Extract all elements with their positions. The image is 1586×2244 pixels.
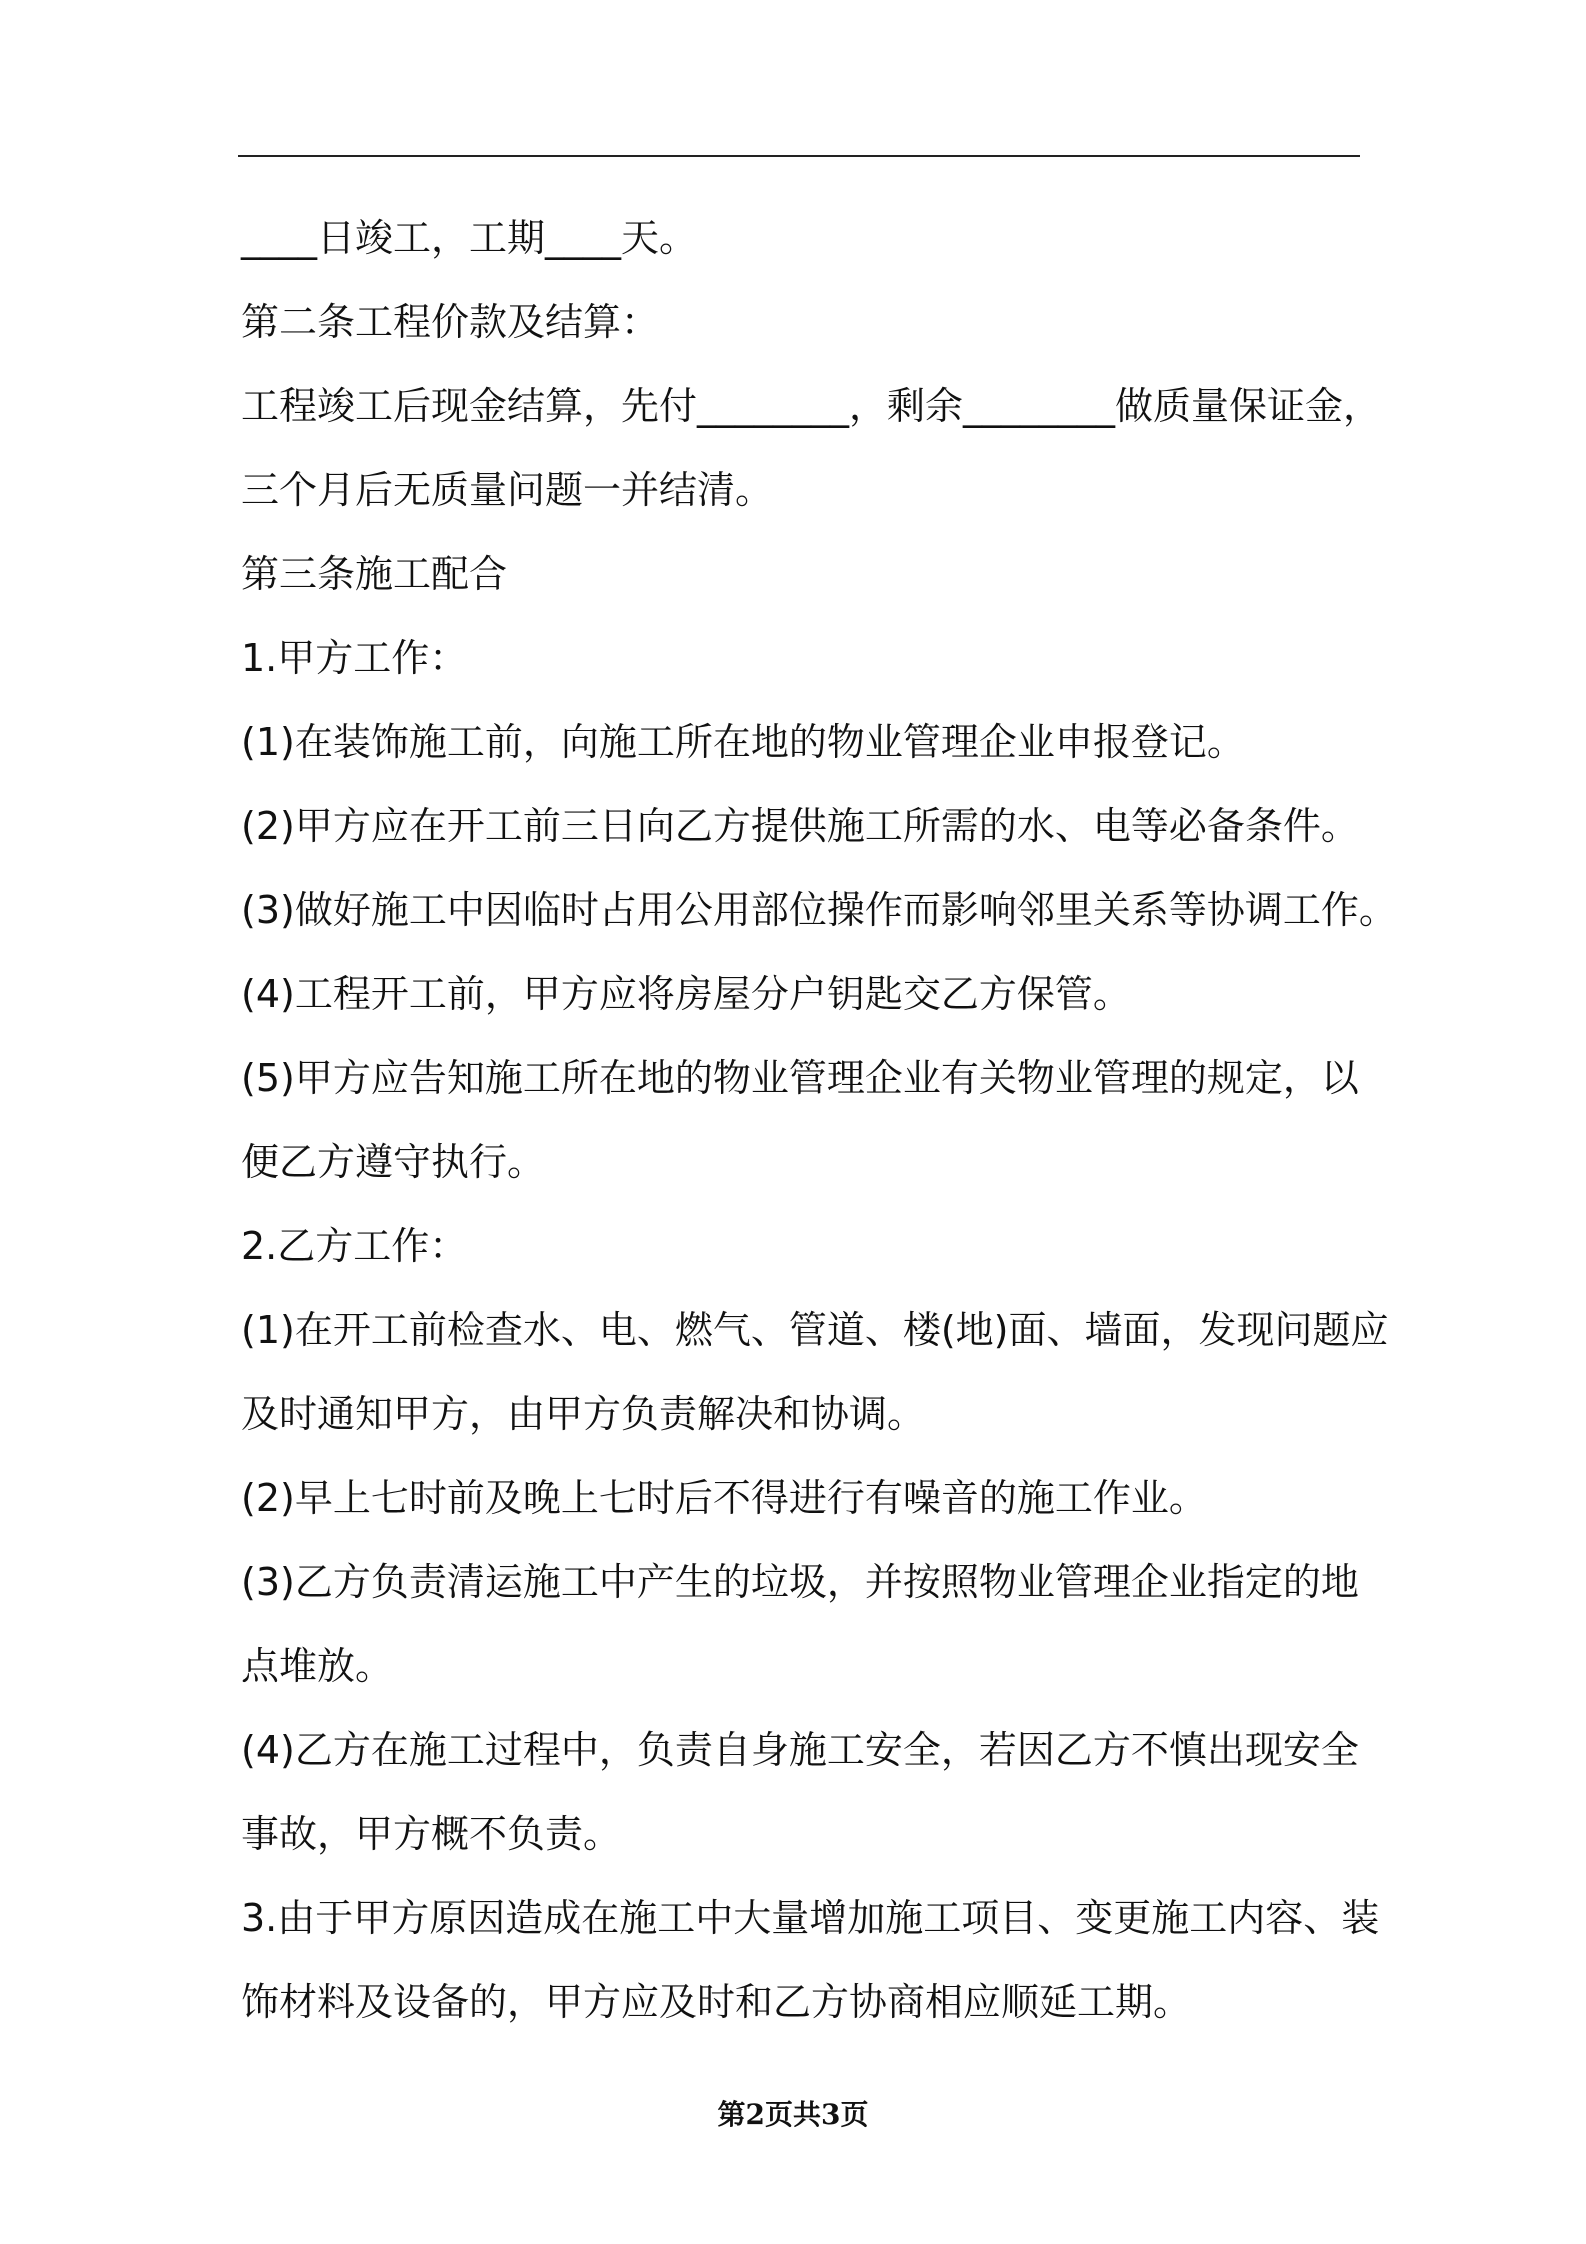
- text-line: (3)乙方负责清运施工中产生的垃圾，并按照物业管理企业指定的地: [241, 1560, 1359, 1604]
- document-body: [241, 196, 1397, 2044]
- text-line: (5)甲方应告知施工所在地的物业管理企业有关物业管理的规定，以: [241, 1056, 1359, 1100]
- text-line: (2)甲方应在开工前三日向乙方提供施工所需的水、电等必备条件。: [241, 804, 1359, 848]
- text-line: (1)在开工前检查水、电、燃气、管道、楼(地)面、墙面，发现问题应: [241, 1308, 1389, 1352]
- text-line: (4)乙方在施工过程中，负责自身施工安全，若因乙方不慎出现安全: [241, 1728, 1359, 1772]
- text-line: (4)工程开工前，甲方应将房屋分户钥匙交乙方保管。: [241, 972, 1131, 1016]
- text-line: 3.由于甲方原因造成在施工中大量增加施工项目、变更施工内容、装: [241, 1896, 1380, 1940]
- header-rule: [238, 155, 1360, 157]
- text-line: 工程竣工后现金结算，先付________，剩余________做质量保证金，: [241, 384, 1382, 428]
- section-heading: 第三条施工配合: [241, 552, 508, 596]
- text-line: 饰材料及设备的，甲方应及时和乙方协商相应顺延工期。: [241, 1980, 1192, 2024]
- text-line: (3)做好施工中因临时占用公用部位操作而影响邻里关系等协调工作。: [241, 888, 1397, 932]
- text-line: ____日竣工，工期____天。: [241, 216, 698, 260]
- subsection-heading: 2.乙方工作：: [241, 1224, 468, 1268]
- text-line: 事故，甲方概不负责。: [241, 1812, 622, 1856]
- text-line: 便乙方遵守执行。: [241, 1140, 546, 1184]
- text-line: (2)早上七时前及晚上七时后不得进行有噪音的施工作业。: [241, 1476, 1207, 1520]
- text-line: 点堆放。: [241, 1644, 394, 1688]
- section-heading: 第二条工程价款及结算：: [241, 300, 660, 344]
- text-line: 三个月后无质量问题一并结清。: [241, 468, 774, 512]
- page-number-footer: 第2页共3页: [717, 2098, 869, 2131]
- text-line: 及时通知甲方，由甲方负责解决和协调。: [241, 1392, 926, 1436]
- text-line: (1)在装饰施工前，向施工所在地的物业管理企业申报登记。: [241, 720, 1245, 764]
- subsection-heading: 1.甲方工作：: [241, 636, 468, 680]
